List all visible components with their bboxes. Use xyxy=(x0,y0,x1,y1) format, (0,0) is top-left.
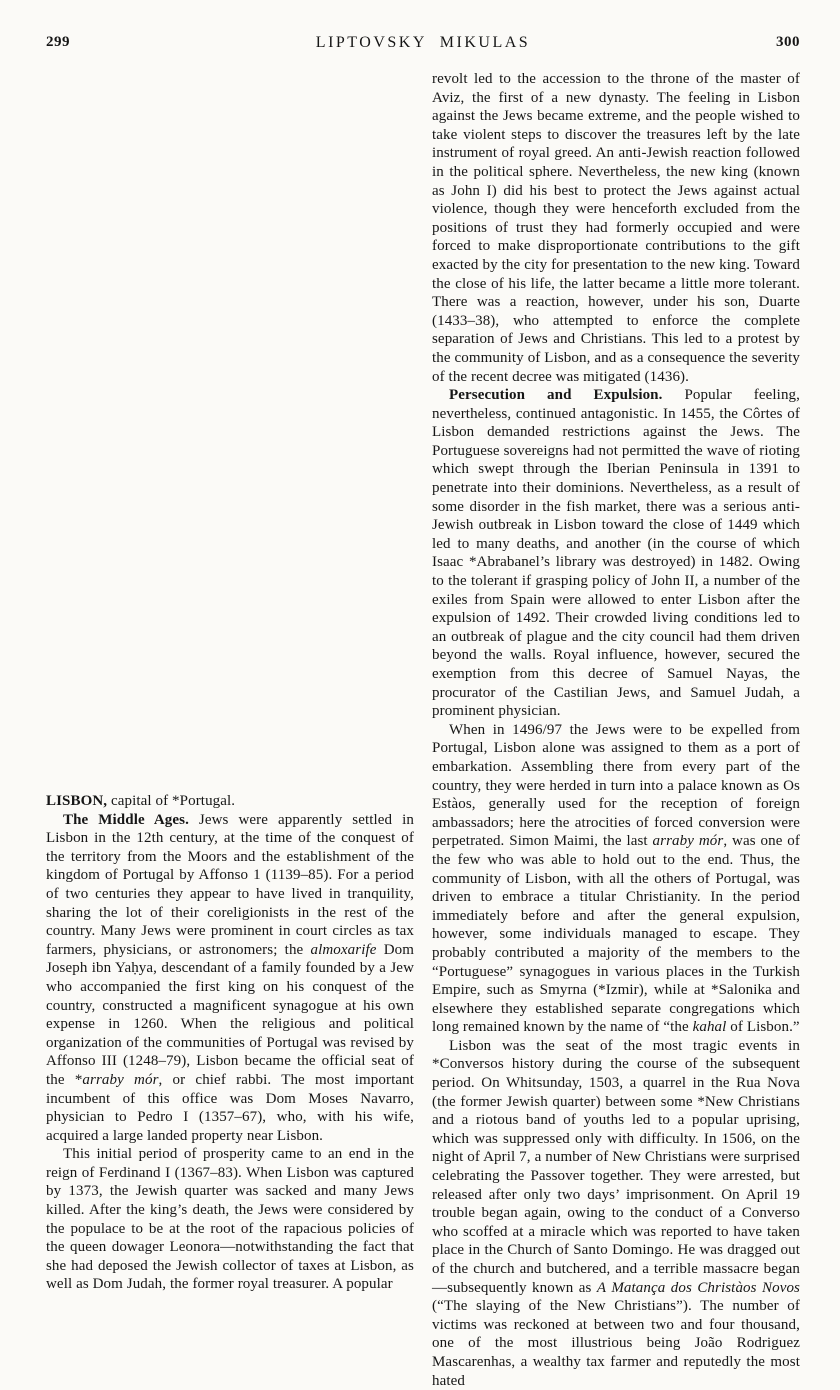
running-title: LIPTOVSKY MIKULAS xyxy=(315,34,531,51)
paragraph xyxy=(46,811,414,1146)
text-run: , was one of the few who was able to hold out to the end. Thus, the community of Lisbon, with all the others of Portugal, was driven to embrace a titular Christianity. In the period immediately before and after the general expulsion, however, some individuals managed to escape. They probably contributed a majority of the members to the “Portuguese” synagogues in various places in the Turkish Empire, such as Smyrna (*Izmir), while at *Salonika and elsewhere they established separate congregations which long remained known by the name of “the xyxy=(432,833,800,1036)
text-run: arraby mór xyxy=(652,833,724,850)
paragraph xyxy=(46,792,414,811)
section-heading: Persecution and Expulsion. xyxy=(449,387,663,404)
text-run: kahal xyxy=(692,1019,727,1036)
paragraph xyxy=(432,70,800,386)
paragraph xyxy=(432,386,800,721)
paragraph xyxy=(432,721,800,1037)
text-run: revolt led to the accession to the throne of the master of Aviz, the first of a new dynasty. The feeling in Lisbon against the Jews became extreme, and the people wished to take violent steps to discover the treasures left by the late instrument of royal greed. An anti-Jewish reaction followed in the political sphere. Nevertheless, the new king (known as John I) did his best to protect the Jews against actual violence, though they were henceforth excluded from the positions of trust they had formerly occupied and were forced to make disproportionate contributions to the gift exacted by the city for presentation to the new king. Toward the close of his life, the latter became a little more tolerant. There was a reaction, however, under his son, Duarte (1433–38), who attempted to enforce the complete separation of Jews and Christians. This led to a protest by the community of Lisbon, and as a consequence the severity of the recent decree was mitigated (1436). xyxy=(432,71,800,385)
paragraph xyxy=(432,1037,800,1390)
paragraph xyxy=(46,1145,414,1294)
text-run: arraby mór xyxy=(82,1071,159,1088)
section-heading: The Middle Ages. xyxy=(63,811,189,828)
text-run: When in 1496/97 the Jews were to be expelled from Portugal, Lisbon alone was assigned to them as a port of embarkation. Assembling there from every part of the country, they were herded in turn into a palace known as Os Estàos, generally used for the reception of foreign ambassadors; here the atrocities of forced conversion were perpetrated. Simon Maimi, the last xyxy=(432,721,800,850)
text-run: This initial period of prosperity came to an end in the reign of Ferdinand I (1367–83). When Lisbon was captured by 1373, the Jewish quarter was sacked and many Jews killed. After the king’s death, the Jews were considered by the populace to be at the root of the rapacious policies of the queen dowager Leonora—notwithstanding the fact that she had deposed the Jewish collector of taxes at Lisbon, as well as Dom Judah, the former royal treasurer. A popular xyxy=(46,1146,414,1293)
page-number-left: 299 xyxy=(46,34,70,50)
text-run: (“The slaying of the New Christians”). The number of victims was reckoned at between two and four thousand, one of the most illustrious being João Rodriguez Mascarenhas, a wealthy tax farmer and reputedly the most hated xyxy=(432,1298,800,1389)
page-number-right: 300 xyxy=(776,34,800,50)
left-column xyxy=(46,792,414,1294)
entry-word: LISBON, xyxy=(46,793,108,809)
text-run: Jews were apparently settled in Lisbon in the 12th century, at the time of the conquest of the territory from the Moors and the establishment of the kingdom of Portugal by Affonso 1 (1139–85). For a period of two centuries they appear to have lived in tranquility, sharing the lot of their coreligionists in the rest of the country. Many Jews were prominent in court circles as tax farmers, physicians, or astronomers; the xyxy=(46,811,414,958)
running-header xyxy=(46,34,800,54)
text-run: almoxarife xyxy=(310,941,377,958)
right-column xyxy=(432,70,800,1390)
text-run: capital of *Portugal. xyxy=(107,793,236,809)
text-run: of Lisbon.” xyxy=(726,1019,800,1036)
text-run: , or chief rabbi. The most important incumbent of this office was Dom Moses Navarro, physician to Pedro I (1357–67), who, with his wife, acquired a large landed property near Lisbon. xyxy=(46,1071,414,1144)
text-run: A Matança dos Christàos Novos xyxy=(596,1279,800,1296)
text-run: Lisbon was the seat of the most tragic events in *Conversos history during the course of the subsequent period. On Whitsunday, 1503, a quarrel in the Rua Nova (the former Jewish quarter) between some *New Christians and a riotous band of youths led to a popular uprising, which was suppressed only with difficulty. In 1506, on the night of April 7, a number of New Christians were surprised celebrating the Passover together. They were arrested, but released after only two days’ imprisonment. On April 19 trouble began again, owing to the conduct of a Converso who scoffed at a miracle which was reported to have taken place in the Church of Santo Domingo. He was dragged out of the church and butchered, and a terrible massacre began—subsequently known as xyxy=(432,1037,800,1296)
text-run: Popular feeling, nevertheless, continued antagonistic. In 1455, the Côrtes of Lisbon demanded restrictions against the Jews. The Portuguese sovereigns had not permitted the wave of rioting which swept through the Iberian Peninsula in 1391 to penetrate into their dominions. Nevertheless, as a result of some disorder in the fish market, there was a serious anti-Jewish outbreak in Lisbon toward the close of 1449 which led to many deaths, and another (in the course of which Isaac *Abrabanel’s library was destroyed) in 1482. Owing to the tolerant if grasping policy of John II, a number of the exiles from Spain were allowed to enter Lisbon after the expulsion of 1492. Their crowded living conditions led to an outbreak of plague and the city council had them driven beyond the walls. Royal influence, however, secured the exemption from this decree of Samuel Nayas, the procurator of the Castilian Jews, and Samuel Judah, a prominent physician. xyxy=(432,387,801,720)
text-run: Dom Joseph ibn Yaḥya, descendant of a family founded by a Jew who accompanied the first king on his conquest of the country, constructed a magnificent synagogue at his own expense in 1260. When the religious and political organization of the communities of Portugal was revised by Affonso III (1248–79), Lisbon became the official seat of the * xyxy=(46,941,414,1088)
